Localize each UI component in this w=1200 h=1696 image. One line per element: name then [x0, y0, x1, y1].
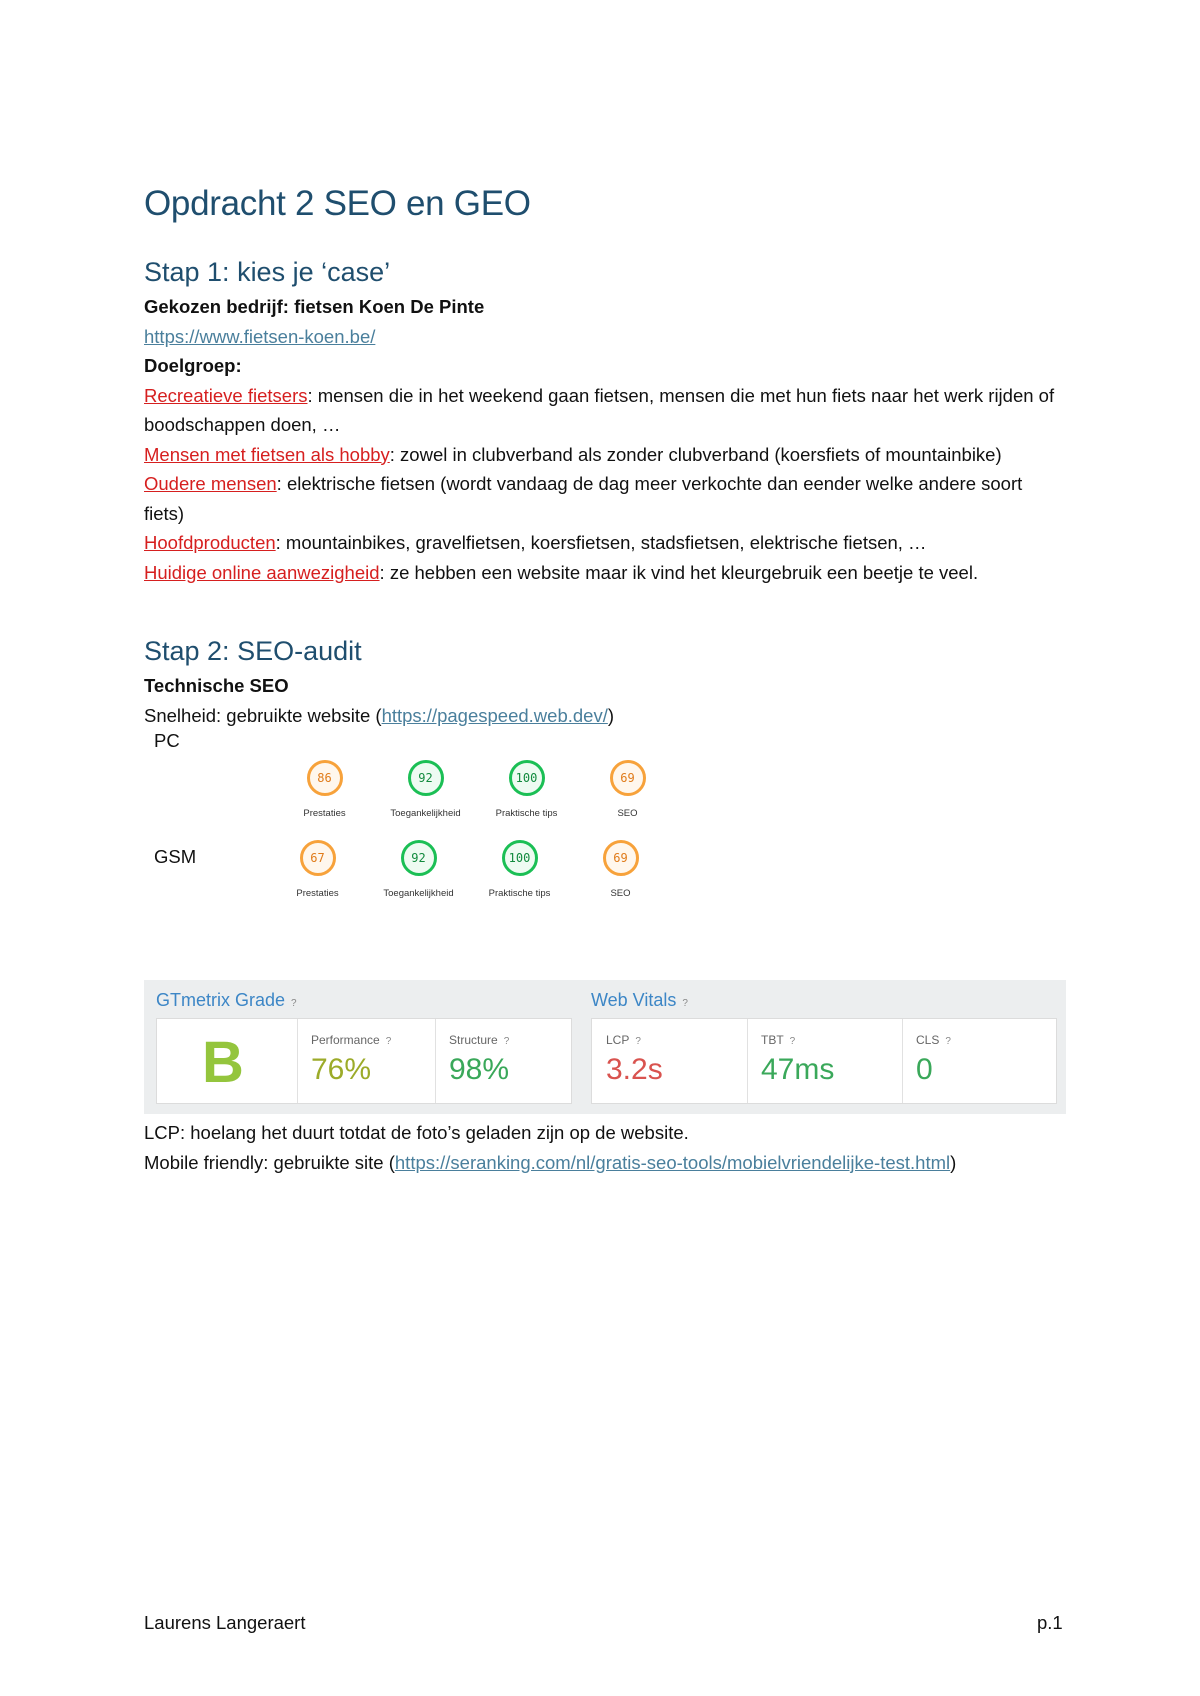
score-ring: 92: [408, 760, 444, 796]
gsm-label: GSM: [154, 846, 197, 867]
company-label: Gekozen bedrijf: fietsen Koen De Pinte: [144, 296, 485, 317]
grade-card: [156, 1018, 572, 1104]
structure-value: 98%: [449, 1053, 510, 1086]
score-ring: 69: [603, 840, 639, 876]
footer-author: Laurens Langeraert: [144, 1612, 306, 1633]
performance-metric: Performance ? 76%: [311, 1033, 392, 1086]
web-vitals-heading: Web Vitals ?: [591, 990, 688, 1010]
help-icon[interactable]: ?: [635, 1036, 641, 1047]
speed-line: Snelheid: gebruikte website (https://pagespeed.web.dev/): [144, 704, 615, 726]
score-gauge: 92 Toegankelijkheid: [368, 840, 469, 899]
target-term: Oudere mensen: [144, 473, 277, 494]
help-icon[interactable]: ?: [789, 1036, 796, 1047]
gtmetrix-grade-heading: GTmetrix Grade ?: [156, 990, 297, 1010]
page-content: [144, 180, 1066, 1177]
structure-metric: Structure ? 98%: [449, 1033, 510, 1086]
technical-seo-label: Technische SEO: [144, 675, 289, 696]
document-title: Opdracht 2 SEO en GEO: [144, 184, 531, 223]
score-gauge: 92 Toegankelijkheid: [375, 760, 476, 819]
target-term: Huidige online aanwezigheid: [144, 561, 380, 583]
lighthouse-scores: [144, 730, 1066, 940]
target-term: Mensen met fietsen als hobby: [144, 443, 390, 465]
target-item: Hoofdproducten: mountainbikes, gravelfietsen, koersfietsen, stadsfietsen, elektrische fietsen, …: [144, 532, 927, 553]
step2-heading: Stap 2: SEO-audit: [144, 636, 362, 666]
target-term: Recreatieve fietsers: [144, 384, 308, 406]
score-ring: 100: [502, 840, 538, 876]
score-ring: 69: [610, 760, 646, 796]
target-item: Recreatieve fietsers: mensen die in het weekend gaan fietsen, mensen die met hun fiets naar het werk rijden of boodschappen doen, …: [144, 384, 1055, 435]
help-icon[interactable]: ?: [503, 1036, 510, 1047]
lcp-note: LCP: hoelang het duurt totdat de foto’s geladen zijn op de website.: [144, 1122, 689, 1143]
help-icon[interactable]: ?: [945, 1036, 951, 1047]
gsm-score-row: [267, 840, 671, 899]
lcp-metric: LCP ? 3.2s: [606, 1033, 663, 1086]
company-link[interactable]: https://www.fietsen-koen.be/: [144, 325, 376, 347]
mobile-friendly-line: Mobile friendly: gebruikte site (https://seranking.com/nl/gratis-seo-tools/mobielvriendelijke-test.html): [144, 1151, 957, 1173]
web-vitals-card: [591, 1018, 1057, 1104]
score-gauge: 69 SEO: [577, 760, 678, 819]
target-term: Hoofdproducten: [144, 532, 276, 553]
score-ring: 67: [300, 840, 336, 876]
performance-value: 76%: [311, 1053, 372, 1086]
help-icon[interactable]: ?: [385, 1036, 392, 1047]
score-ring: 86: [307, 760, 343, 796]
step1-heading: Stap 1: kies je ‘case’: [144, 257, 391, 287]
cls-metric: CLS ? 0: [916, 1033, 951, 1086]
score-ring: 100: [509, 760, 545, 796]
tbt-value: 47ms: [761, 1053, 835, 1086]
target-item: Huidige online aanwezigheid: ze hebben een website maar ik vind het kleurgebruik een beetje te veel.: [144, 561, 979, 583]
score-gauge: 67 Prestaties: [267, 840, 368, 899]
score-gauge: 69 SEO: [570, 840, 671, 899]
target-group-label: Doelgroep:: [144, 355, 242, 376]
score-gauge: 100 Praktische tips: [476, 760, 577, 819]
grade-letter: B: [202, 1030, 244, 1095]
score-gauge: 100 Praktische tips: [469, 840, 570, 899]
target-item: Mensen met fietsen als hobby: zowel in clubverband als zonder clubverband (koersfiets of mountainbike): [144, 443, 1002, 465]
help-icon[interactable]: ?: [682, 998, 688, 1009]
seranking-link[interactable]: https://seranking.com/nl/gratis-seo-tools/mobielvriendelijke-test.html: [394, 1151, 951, 1173]
pc-label: PC: [154, 730, 180, 751]
help-icon[interactable]: ?: [291, 998, 297, 1009]
pagespeed-link[interactable]: https://pagespeed.web.dev/: [381, 704, 608, 726]
tbt-metric: TBT ? 47ms: [761, 1033, 835, 1086]
target-item: Oudere mensen: elektrische fietsen (wordt vandaag de dag meer verkochte dan eender welke andere soort fiets): [144, 473, 1023, 524]
score-gauge: 86 Prestaties: [274, 760, 375, 819]
score-ring: 92: [401, 840, 437, 876]
lcp-value: 3.2s: [606, 1053, 663, 1086]
cls-value: 0: [916, 1053, 933, 1086]
pc-score-row: [274, 760, 678, 819]
gtmetrix-panel: [144, 980, 1066, 1114]
page-number: p.1: [1037, 1612, 1063, 1633]
